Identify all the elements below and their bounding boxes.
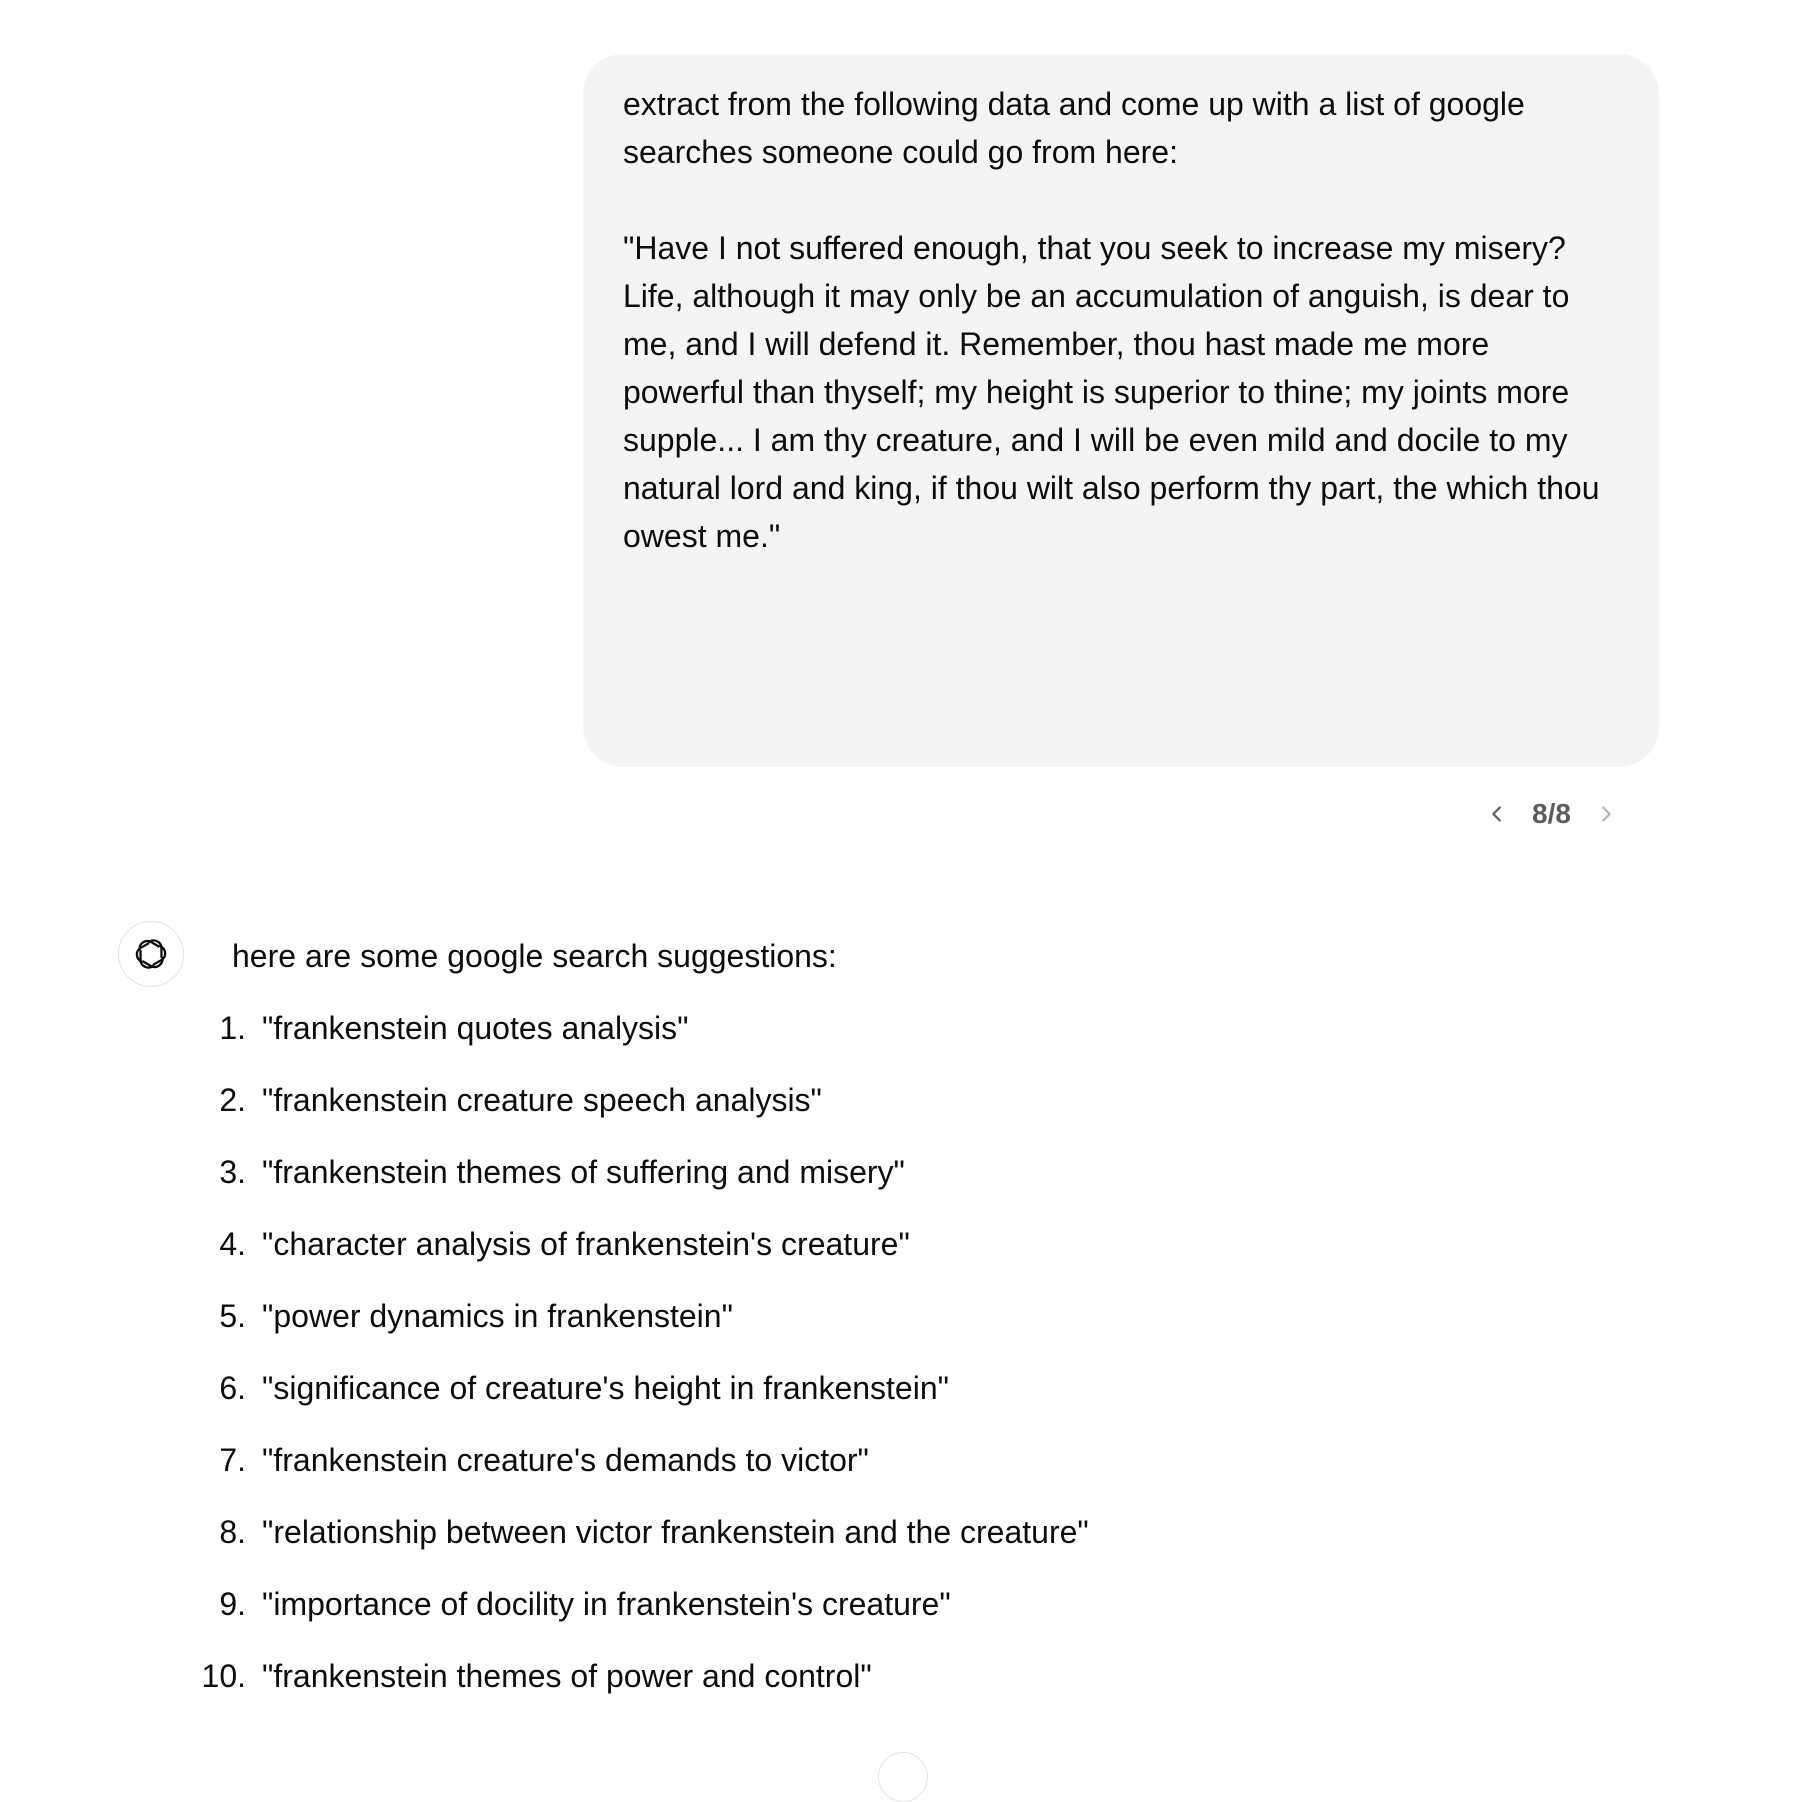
list-item-number: 7. (219, 1442, 246, 1478)
list-item-text: "character analysis of frankenstein's creature" (262, 1226, 910, 1262)
list-item-number: 1. (219, 1010, 246, 1046)
list-item-text: "frankenstein themes of suffering and misery" (262, 1154, 905, 1190)
chevron-left-icon (1486, 803, 1508, 825)
list-item-number: 3. (219, 1154, 246, 1190)
list-item (219, 1436, 1532, 1484)
list-item-number: 5. (219, 1298, 246, 1334)
previous-version-button[interactable] (1480, 792, 1514, 836)
search-suggestions-list (201, 1004, 1532, 1700)
list-item (219, 1292, 1532, 1340)
list-item-text: "frankenstein themes of power and control" (262, 1658, 872, 1694)
list-item-number: 9. (219, 1586, 246, 1622)
user-message-bubble (583, 54, 1659, 767)
list-item (219, 1076, 1532, 1124)
list-item-number: 2. (219, 1082, 246, 1118)
next-version-button[interactable] (1589, 792, 1623, 836)
list-item-number: 6. (219, 1370, 246, 1406)
list-item-number: 4. (219, 1226, 246, 1262)
list-item-text: "significance of creature's height in frankenstein" (262, 1370, 949, 1406)
list-item (219, 1508, 1532, 1556)
list-item-text: "frankenstein creature speech analysis" (262, 1082, 822, 1118)
version-counter: 8/8 (1532, 798, 1571, 829)
list-item-text: "frankenstein creature's demands to victor" (262, 1442, 869, 1478)
message-version-pager (1480, 788, 1623, 840)
assistant-intro: here are some google search suggestions: (232, 938, 837, 974)
assistant-message (201, 932, 1532, 1724)
list-item-text: "power dynamics in frankenstein" (262, 1298, 733, 1334)
list-item-number: 8. (219, 1514, 246, 1550)
list-item-number: 10. (201, 1658, 246, 1694)
list-item (201, 1652, 1532, 1700)
scroll-to-bottom-button[interactable] (878, 1752, 928, 1802)
list-item (219, 1148, 1532, 1196)
list-item (219, 1364, 1532, 1412)
openai-logo-icon (132, 935, 170, 973)
assistant-avatar (118, 921, 184, 987)
list-item (219, 1580, 1532, 1628)
list-item (219, 1004, 1532, 1052)
chevron-right-icon (1595, 803, 1617, 825)
user-message-quote: "Have I not suffered enough, that you seek to increase my misery? Life, although it may only be an accumulation of anguish, is dear to me, and I will defend it. Remember, thou hast made me more powerful than thyself; my height is superior to thine; my joints more supple... I am thy creature, and I will be even mild and docile to my natural lord and king, if thou wilt also perform thy part, the which thou owest me." (623, 230, 1609, 554)
list-item-text: "frankenstein quotes analysis" (262, 1010, 689, 1046)
list-item-text: "importance of docility in frankenstein's creature" (262, 1586, 951, 1622)
list-item-text: "relationship between victor frankenstein and the creature" (262, 1514, 1089, 1550)
user-message-instruction: extract from the following data and come up with a list of google searches someone could go from here: (623, 86, 1534, 170)
list-item (219, 1220, 1532, 1268)
